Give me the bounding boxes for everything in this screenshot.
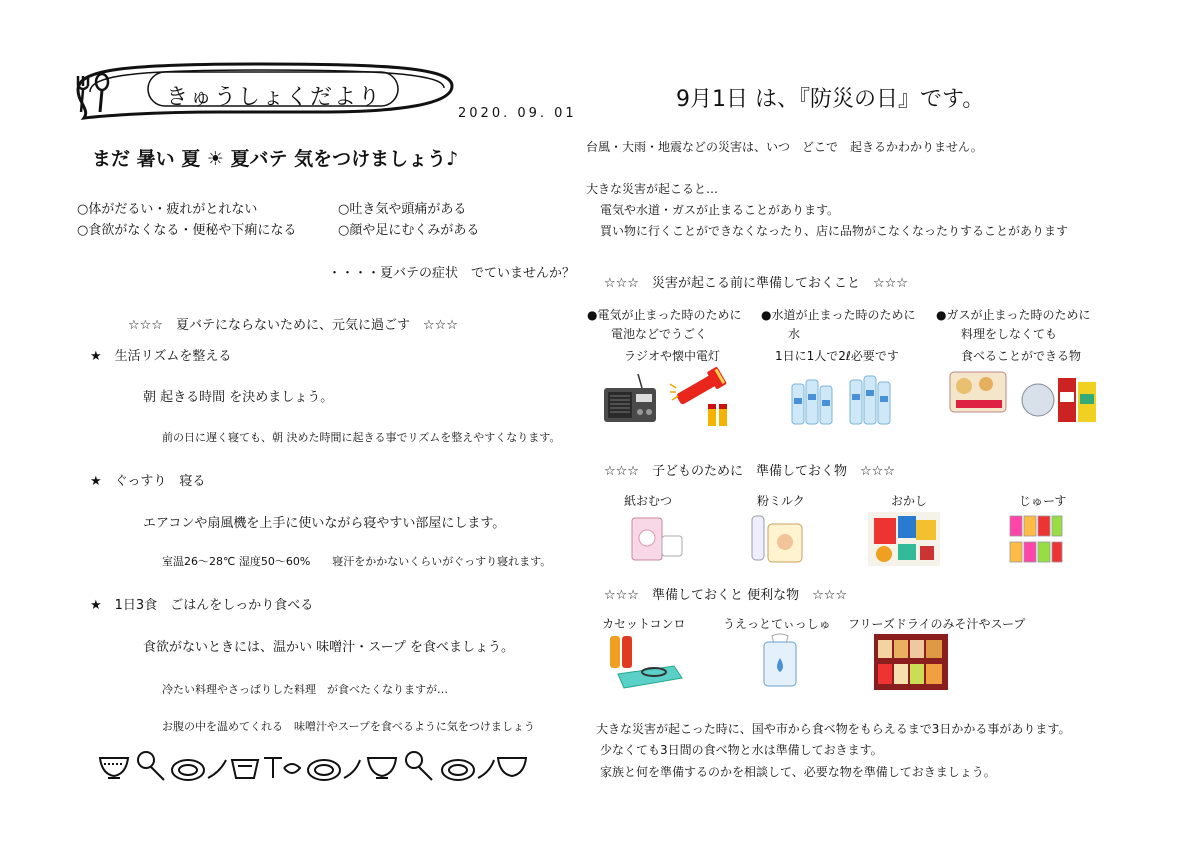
kids-item-label: じゅーす (1019, 494, 1067, 508)
prep-col-head: ●水道が止まった時のために (761, 308, 916, 322)
item-title-rhythm: ★ 生活リズムを整える (90, 349, 232, 364)
radio-image (602, 372, 658, 424)
prep-col-line: 1日に1人で2ℓ必要です (775, 349, 899, 363)
flashlight-image (666, 364, 740, 430)
if-disaster-text: 大きな災害が起こると… (586, 182, 719, 196)
symptom-4: ○顔や足にむくみがある (338, 223, 480, 238)
useful-item-label: うえっとてぃっしゅ (723, 617, 831, 631)
item-note: お腹の中を温めてくれる 味噌汁やスープを食べるように気をつけましょう (162, 720, 535, 733)
formula-milk-image (748, 512, 806, 564)
kids-item-label: おかし (891, 494, 928, 508)
snacks-image (868, 512, 940, 566)
prep-col-head: ●電気が止まった時のために (587, 308, 742, 322)
symptom-question: ・・・・夏バテの症状 でていませんか？ (328, 266, 576, 281)
symptom-2: ○吐き気や頭痛がある (338, 202, 467, 217)
kids-item-label: 粉ミルク (757, 494, 805, 508)
useful-item-label: カセットコンロ (602, 617, 686, 631)
effect-text: 電気や水道・ガスが止まることがあります。 (600, 203, 840, 217)
diapers-image (628, 512, 684, 564)
disaster-day-title: 9月1日 は、『防災の日』です。 (676, 87, 985, 112)
closing-text: 家族と何を準備するのかを相談して、必要な物を準備しておきましょう。 (600, 765, 996, 779)
kids-section-title: ☆☆☆ 子どものために 準備しておく物 ☆☆☆ (604, 464, 895, 479)
prep-col-head: ●ガスが止まった時のために (936, 308, 1091, 322)
canned-food-image (948, 370, 1100, 428)
tableware-border-illustration (98, 748, 534, 788)
useful-item-label: フリーズドライのみそ汁やスープ (848, 617, 1026, 631)
prep-col-line: 水 (788, 327, 801, 341)
juice-image (1008, 510, 1064, 566)
intro-text: 台風・大雨・地震などの災害は、いつ どこで 起きるかわかりません。 (586, 140, 983, 154)
prep-col-line: 食べることができる物 (961, 349, 1082, 363)
item-note: 冷たい料理やさっぱりした料理 が食べたくなりますが… (162, 683, 448, 696)
water-bottles-image (790, 372, 894, 426)
item-note: 室温26～28℃ 湿度50～60% 寝汗をかかないくらいがぐっすり寝れます。 (162, 555, 552, 568)
closing-text: 少なくても3日間の食べ物と水は準備しておきます。 (600, 743, 883, 757)
symptom-1: ○体がだるい・疲れがとれない (77, 202, 258, 217)
item-text: 食欲がないときには、温かい 味噌汁・スープ を食べましょう。 (143, 640, 514, 655)
prep-col-line: 電池などでうごく (611, 327, 708, 341)
closing-text: 大きな災害が起こった時に、国や市から食べ物をもらえるまで3日かかる事があります。 (596, 722, 1071, 736)
wet-tissue-image (758, 632, 802, 690)
item-text: エアコンや扇風機を上手に使いながら寝やすい部屋にします。 (143, 516, 506, 531)
section-title: ☆☆☆ 夏バテにならないために、元気に過ごす ☆☆☆ (128, 318, 458, 333)
summer-heading: まだ 暑い 夏 ☀ 夏バテ 気をつけましょう♪ (92, 148, 459, 170)
freeze-dried-soup-image (874, 634, 948, 690)
newsletter-title: きゅうしょくだより (166, 85, 383, 110)
fork-spoon-icon (70, 72, 116, 116)
symptom-3: ○食欲がなくなる・便秘や下痢になる (77, 223, 297, 238)
item-title-sleep: ★ ぐっすり 寝る (90, 474, 206, 489)
prep-col-line: ラジオや懐中電灯 (624, 349, 721, 363)
issue-date: 2020. 09. 01 (458, 106, 577, 121)
prep-section-title: ☆☆☆ 災害が起こる前に準備しておくこと ☆☆☆ (604, 276, 908, 291)
prep-col-line: 料理をしなくても (961, 327, 1058, 341)
item-note: 前の日に遅く寝ても、朝 決めた時間に起きる事でリズムを整えやすくなります。 (162, 431, 561, 444)
kids-item-label: 紙おむつ (624, 494, 673, 508)
camping-stove-image (604, 634, 686, 690)
useful-section-title: ☆☆☆ 準備しておくと 便利な物 ☆☆☆ (604, 588, 848, 603)
item-text: 朝 起きる時間 を決めましょう。 (143, 390, 334, 405)
effect-text: 買い物に行くことができなくなったり、店に品物がこなくなったりすることがあります (600, 224, 1069, 238)
item-title-meals: ★ 1日3食 ごはんをしっかり食べる (90, 598, 314, 613)
